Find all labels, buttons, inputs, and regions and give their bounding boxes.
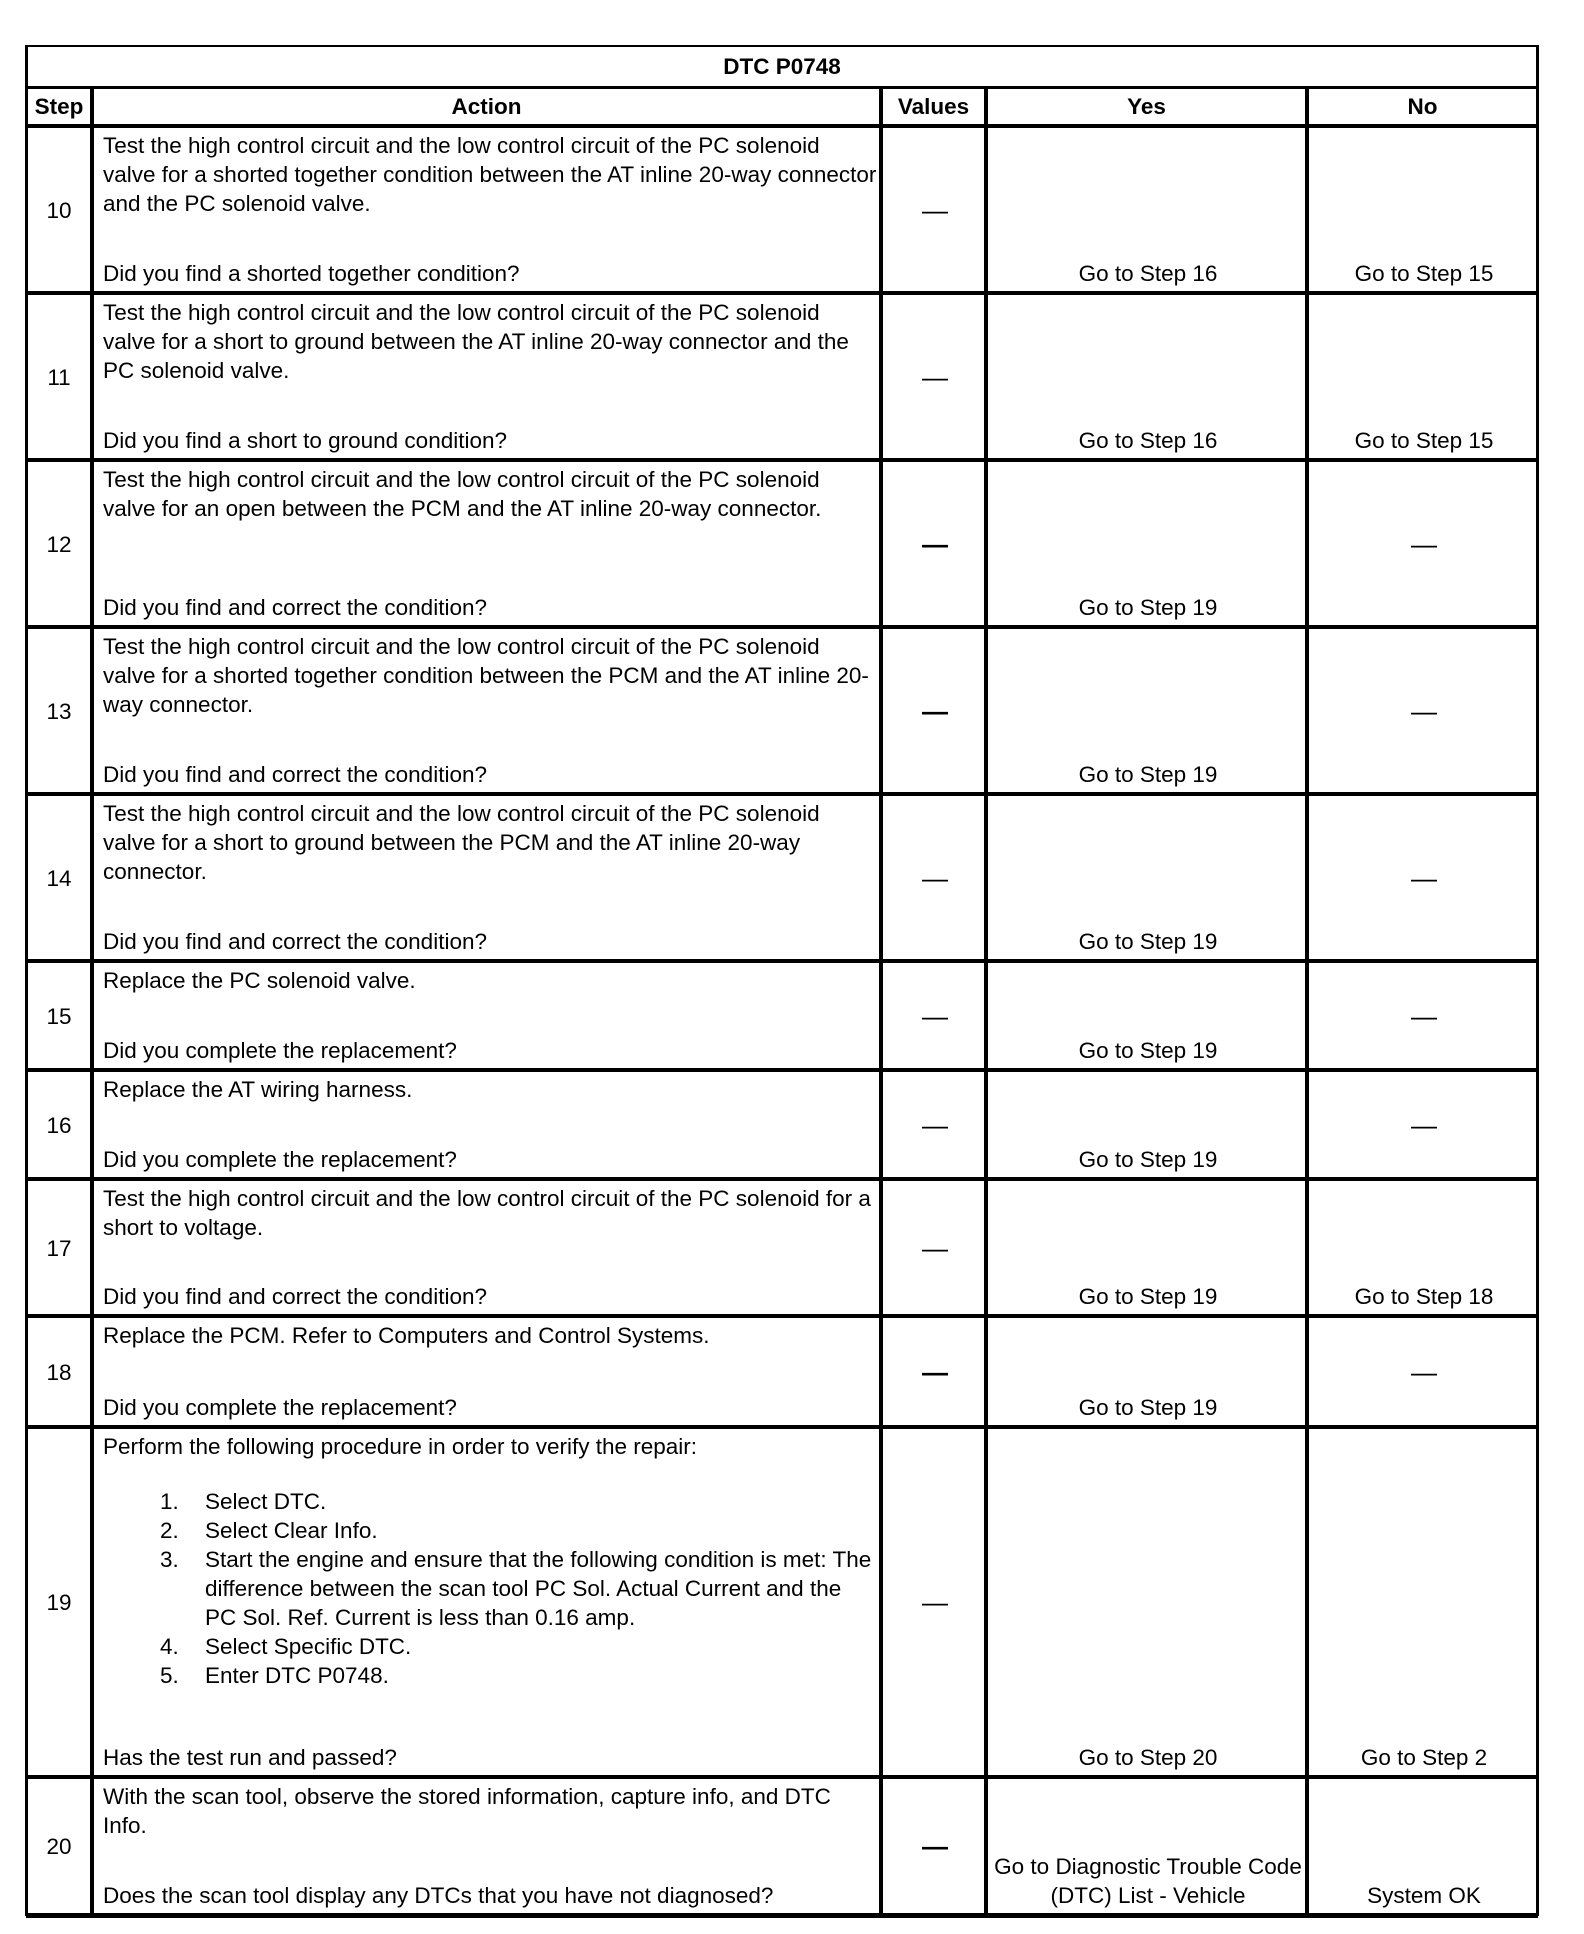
- step-number: 18: [46, 1359, 72, 1385]
- yes-result: Go to Step 19: [1078, 1038, 1218, 1063]
- table-bottom-border: [26, 1913, 1538, 1918]
- procedure-step: 5. Enter DTC P0748.: [185, 1661, 877, 1690]
- no-result: System OK: [1367, 1883, 1481, 1908]
- no-result: —: [1411, 1000, 1437, 1031]
- values-cell: —: [922, 528, 948, 559]
- no-result: —: [1411, 528, 1437, 559]
- action-text: Test the high control circuit and the low control circuit of the PC solenoid valve for a short to ground between the PCM and the AT inline 20-way connector.: [103, 801, 820, 884]
- action-text: With the scan tool, observe the stored information, capture info, and DTC Info.: [103, 1784, 831, 1838]
- step-number: 16: [46, 1112, 72, 1138]
- procedure-list: [103, 1487, 877, 1690]
- table-right-border: [1536, 45, 1539, 1916]
- yes-result: Go to Step 19: [1078, 1395, 1218, 1420]
- col-divider-yes: [1305, 87, 1309, 1916]
- values-cell: —: [922, 1000, 948, 1031]
- action-question: Did you find and correct the condition?: [103, 1284, 487, 1309]
- header-action: Action: [451, 93, 522, 119]
- row-divider: [26, 625, 1538, 629]
- yes-result: Go to Step 19: [1078, 1284, 1218, 1309]
- action-cell: [95, 796, 881, 960]
- action-question: Has the test run and passed?: [103, 1745, 397, 1770]
- row-divider: [26, 458, 1538, 462]
- yes-result: Go to Step 16: [1078, 261, 1218, 286]
- values-cell: —: [922, 1356, 948, 1387]
- no-result: —: [1411, 695, 1437, 726]
- values-cell: —: [922, 361, 948, 392]
- step-number: 10: [46, 197, 72, 223]
- row-divider: [26, 124, 1538, 128]
- action-question: Did you find and correct the condition?: [103, 762, 487, 787]
- yes-result: Go to Step 19: [1078, 762, 1218, 787]
- no-result: Go to Step 18: [1354, 1284, 1494, 1309]
- values-cell: —: [922, 695, 948, 726]
- action-text: Replace the PCM. Refer to Computers and Control Systems.: [103, 1323, 710, 1348]
- action-cell: [95, 1181, 881, 1315]
- action-question: Did you find a shorted together condition?: [103, 261, 520, 286]
- action-cell: [95, 128, 881, 292]
- action-cell: [95, 963, 881, 1069]
- action-question: Did you find and correct the condition?: [103, 595, 487, 620]
- step-number: 12: [46, 531, 72, 557]
- col-divider-step: [90, 87, 94, 1916]
- values-cell: —: [922, 1831, 948, 1861]
- title-divider: [26, 86, 1538, 89]
- table-top-border: [26, 45, 1538, 47]
- action-text: Replace the PC solenoid valve.: [103, 968, 416, 993]
- header-yes: Yes: [1127, 93, 1166, 119]
- yes-result: Go to Step 19: [1078, 595, 1218, 620]
- yes-result: Go to Diagnostic Trouble Code (DTC) List - Vehicle: [994, 1854, 1302, 1908]
- step-number: 20: [46, 1834, 72, 1859]
- no-result: —: [1411, 1356, 1437, 1387]
- table-left-border: [25, 45, 28, 1916]
- action-text: Test the high control circuit and the low control circuit of the PC solenoid for a short to voltage.: [103, 1186, 871, 1240]
- yes-result: Go to Step 19: [1078, 929, 1218, 954]
- action-text: Test the high control circuit and the low control circuit of the PC solenoid valve for a short to ground between the AT inline 20-way connector and the PC solenoid valve.: [103, 300, 849, 383]
- action-cell: [95, 1429, 881, 1776]
- no-result: Go to Step 15: [1354, 428, 1494, 453]
- action-question: Did you complete the replacement?: [103, 1395, 457, 1420]
- action-text: Perform the following procedure in order to verify the repair:: [103, 1434, 698, 1459]
- step-number: 17: [46, 1235, 72, 1261]
- action-question: Did you find and correct the condition?: [103, 929, 487, 954]
- values-cell: —: [922, 1587, 948, 1617]
- values-cell: —: [922, 194, 948, 225]
- header-no: No: [1407, 93, 1438, 119]
- action-question: Does the scan tool display any DTCs that you have not diagnosed?: [103, 1883, 774, 1908]
- row-divider: [26, 1775, 1538, 1779]
- row-divider: [26, 959, 1538, 963]
- row-divider: [26, 792, 1538, 796]
- action-cell: [95, 295, 881, 459]
- values-cell: —: [922, 1232, 948, 1263]
- no-result: —: [1411, 1109, 1437, 1140]
- action-cell: [95, 1779, 881, 1914]
- procedure-step: 2. Select Clear Info.: [185, 1516, 877, 1545]
- header-values: Values: [897, 93, 970, 119]
- procedure-step: 3. Start the engine and ensure that the following condition is met: The difference between the scan tool PC Sol. Actual Current and the PC Sol. Ref. Current is less than 0.16 amp.: [185, 1545, 877, 1632]
- action-text: Replace the AT wiring harness.: [103, 1077, 413, 1102]
- row-divider: [26, 1425, 1538, 1429]
- table-title: DTC P0748: [723, 54, 841, 79]
- procedure-step: 4. Select Specific DTC.: [185, 1632, 877, 1661]
- row-divider: [26, 291, 1538, 295]
- step-number: 19: [46, 1590, 72, 1615]
- action-text: Test the high control circuit and the low control circuit of the PC solenoid valve for a shorted together condition between the AT inline 20-way connector and the PC solenoid valve.: [103, 133, 877, 216]
- yes-result: Go to Step 19: [1078, 1147, 1218, 1172]
- values-cell: —: [922, 1109, 948, 1140]
- procedure-step: 1. Select DTC.: [185, 1487, 877, 1516]
- row-divider: [26, 1177, 1538, 1181]
- row-divider: [26, 1068, 1538, 1072]
- action-question: Did you complete the replacement?: [103, 1038, 457, 1063]
- row-divider: [26, 1314, 1538, 1318]
- yes-result: Go to Step 20: [1078, 1745, 1218, 1770]
- step-number: 15: [46, 1003, 72, 1029]
- header-step: Step: [34, 93, 84, 119]
- step-number: 13: [46, 698, 72, 724]
- no-result: —: [1411, 862, 1437, 893]
- col-divider-values: [984, 87, 988, 1916]
- col-divider-action: [879, 87, 883, 1916]
- action-text: Test the high control circuit and the low control circuit of the PC solenoid valve for an open between the PCM and the AT inline 20-way connector.: [103, 467, 822, 521]
- step-number: 14: [46, 865, 72, 891]
- action-cell: [95, 462, 881, 626]
- yes-result: Go to Step 16: [1078, 428, 1218, 453]
- values-cell: —: [922, 862, 948, 893]
- action-cell: [95, 1318, 881, 1426]
- no-result: Go to Step 2: [1360, 1745, 1488, 1770]
- action-question: Did you find a short to ground condition?: [103, 428, 508, 453]
- action-question: Did you complete the replacement?: [103, 1147, 457, 1172]
- action-text: Test the high control circuit and the low control circuit of the PC solenoid valve for a shorted together condition between the PCM and the AT inline 20-way connector.: [103, 634, 869, 717]
- step-number: 11: [47, 364, 71, 390]
- action-cell: [95, 1072, 881, 1178]
- no-result: Go to Step 15: [1354, 261, 1494, 286]
- action-cell: [95, 629, 881, 793]
